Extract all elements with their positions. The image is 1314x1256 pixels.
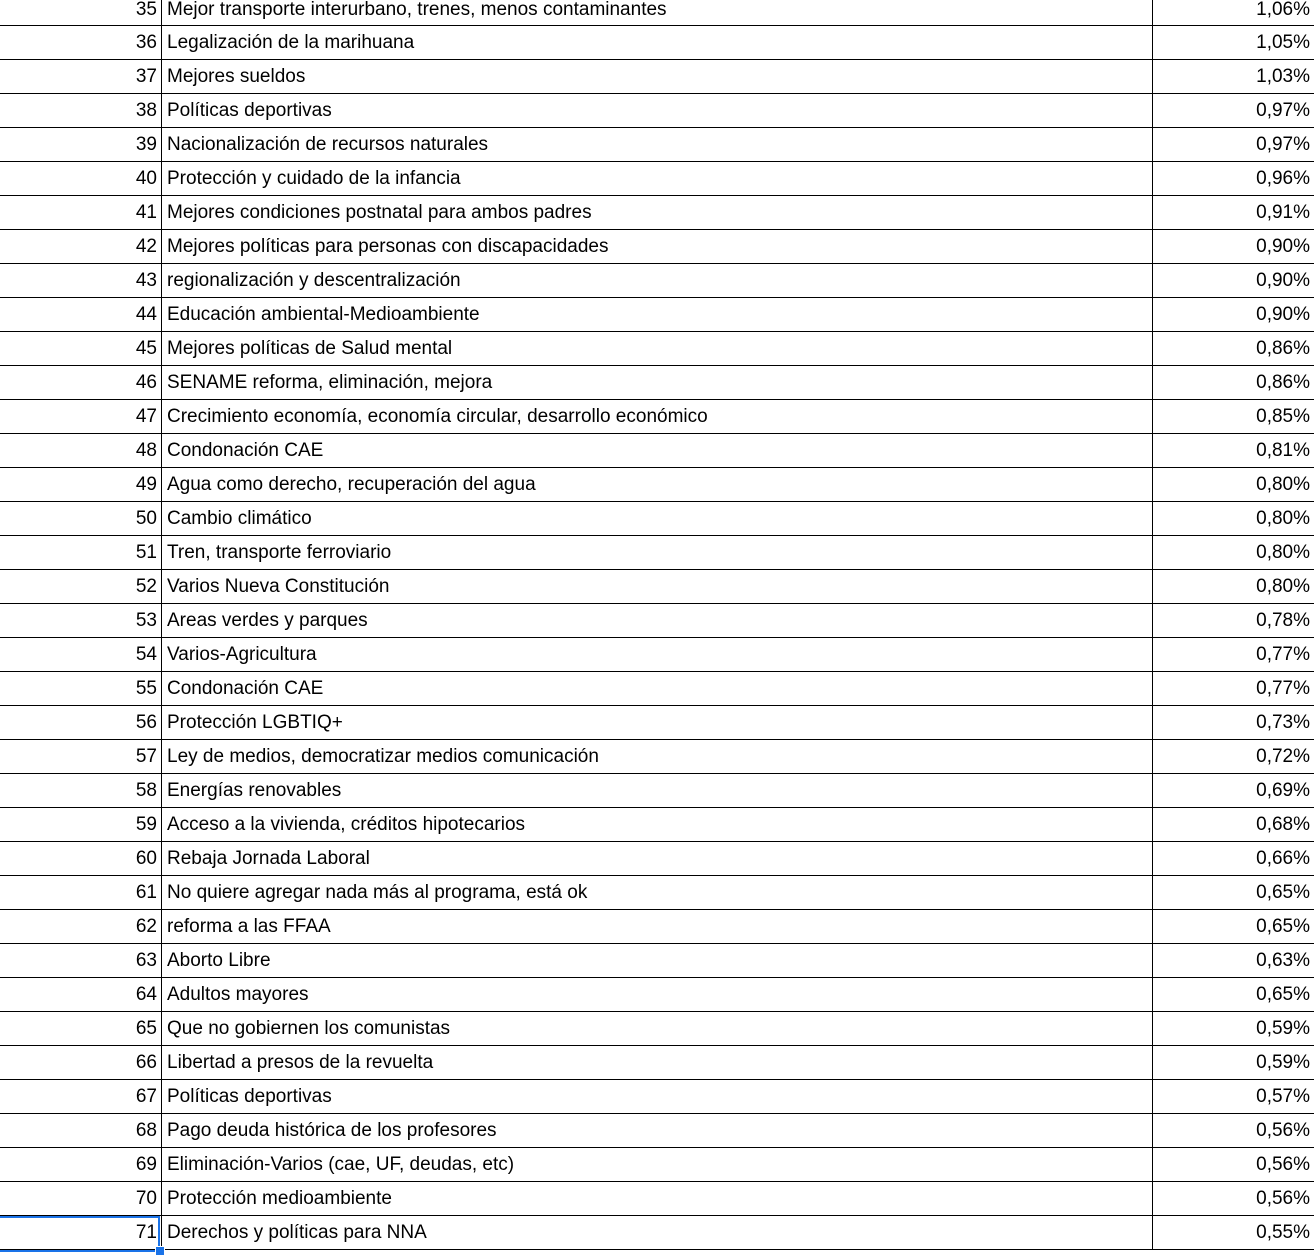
- rank-cell[interactable]: 59: [0, 808, 162, 842]
- topic-cell[interactable]: Mejor transporte interurbano, trenes, menos contaminantes: [162, 0, 1153, 26]
- topic-cell[interactable]: Educación ambiental-Medioambiente: [162, 298, 1153, 332]
- table-row: [0, 1182, 1314, 1216]
- table-row: [0, 978, 1314, 1012]
- percentage-cell[interactable]: 0,73%: [1153, 706, 1314, 740]
- percentage-cell[interactable]: 0,65%: [1153, 876, 1314, 910]
- table-row: [0, 638, 1314, 672]
- table-row: [0, 0, 1314, 26]
- percentage-cell[interactable]: 0,81%: [1153, 434, 1314, 468]
- rank-cell[interactable]: 57: [0, 740, 162, 774]
- topic-cell[interactable]: Mejores sueldos: [162, 60, 1153, 94]
- percentage-cell[interactable]: 0,85%: [1153, 400, 1314, 434]
- percentage-cell[interactable]: 0,77%: [1153, 638, 1314, 672]
- rank-cell[interactable]: 55: [0, 672, 162, 706]
- table-row: [0, 1216, 1314, 1250]
- table-row: [0, 332, 1314, 366]
- table-row: [0, 400, 1314, 434]
- rank-cell[interactable]: 64: [0, 978, 162, 1012]
- topic-cell[interactable]: Mejores políticas para personas con discapacidades: [162, 230, 1153, 264]
- rank-cell[interactable]: 45: [0, 332, 162, 366]
- rank-cell[interactable]: 46: [0, 366, 162, 400]
- table-row: [0, 1114, 1314, 1148]
- topic-cell[interactable]: No quiere agregar nada más al programa, está ok: [162, 876, 1153, 910]
- rank-cell[interactable]: 43: [0, 264, 162, 298]
- table-row: [0, 910, 1314, 944]
- topic-cell[interactable]: Derechos y políticas para NNA: [162, 1216, 1153, 1250]
- percentage-cell[interactable]: 0,65%: [1153, 978, 1314, 1012]
- percentage-cell[interactable]: 0,97%: [1153, 94, 1314, 128]
- topic-cell[interactable]: regionalización y descentralización: [162, 264, 1153, 298]
- table-row: [0, 468, 1314, 502]
- percentage-cell[interactable]: 0,55%: [1153, 1216, 1314, 1250]
- table-row: [0, 434, 1314, 468]
- topic-cell[interactable]: Que no gobiernen los comunistas: [162, 1012, 1153, 1046]
- topic-cell[interactable]: Protección medioambiente: [162, 1182, 1153, 1216]
- table-row: [0, 264, 1314, 298]
- percentage-cell[interactable]: 1,06%: [1153, 0, 1314, 26]
- topic-cell[interactable]: Agua como derecho, recuperación del agua: [162, 468, 1153, 502]
- percentage-cell[interactable]: 0,97%: [1153, 128, 1314, 162]
- rank-cell[interactable]: 50: [0, 502, 162, 536]
- rank-cell[interactable]: 68: [0, 1114, 162, 1148]
- percentage-cell[interactable]: 0,86%: [1153, 332, 1314, 366]
- table-row: [0, 774, 1314, 808]
- percentage-cell[interactable]: 0,80%: [1153, 502, 1314, 536]
- table-row: [0, 876, 1314, 910]
- topic-cell[interactable]: Varios-Agricultura: [162, 638, 1153, 672]
- percentage-cell[interactable]: 0,57%: [1153, 1080, 1314, 1114]
- rank-cell[interactable]: 61: [0, 876, 162, 910]
- percentage-cell[interactable]: 0,78%: [1153, 604, 1314, 638]
- rank-cell[interactable]: 47: [0, 400, 162, 434]
- table-row: [0, 604, 1314, 638]
- topic-cell[interactable]: Políticas deportivas: [162, 1080, 1153, 1114]
- topic-cell[interactable]: Nacionalización de recursos naturales: [162, 128, 1153, 162]
- topic-cell[interactable]: Acceso a la vivienda, créditos hipotecarios: [162, 808, 1153, 842]
- table-row: [0, 502, 1314, 536]
- rank-cell[interactable]: 70: [0, 1182, 162, 1216]
- rank-cell[interactable]: 49: [0, 468, 162, 502]
- rank-cell[interactable]: 36: [0, 26, 162, 60]
- topic-cell[interactable]: Protección y cuidado de la infancia: [162, 162, 1153, 196]
- rank-cell[interactable]: 40: [0, 162, 162, 196]
- rank-cell[interactable]: 62: [0, 910, 162, 944]
- table-row: [0, 672, 1314, 706]
- percentage-cell[interactable]: 0,90%: [1153, 298, 1314, 332]
- rank-cell[interactable]: 41: [0, 196, 162, 230]
- rank-cell[interactable]: 53: [0, 604, 162, 638]
- rank-cell[interactable]: 44: [0, 298, 162, 332]
- rank-cell[interactable]: 38: [0, 94, 162, 128]
- percentage-cell[interactable]: 0,80%: [1153, 536, 1314, 570]
- table-row: [0, 128, 1314, 162]
- topic-cell[interactable]: Mejores políticas de Salud mental: [162, 332, 1153, 366]
- percentage-cell[interactable]: 0,96%: [1153, 162, 1314, 196]
- topic-cell[interactable]: SENAME reforma, eliminación, mejora: [162, 366, 1153, 400]
- fill-handle[interactable]: [155, 1246, 165, 1256]
- table-row: [0, 26, 1314, 60]
- topic-cell[interactable]: Tren, transporte ferroviario: [162, 536, 1153, 570]
- table-row: [0, 94, 1314, 128]
- rank-cell[interactable]: 35: [0, 0, 162, 26]
- rank-cell[interactable]: 65: [0, 1012, 162, 1046]
- topic-cell[interactable]: Libertad a presos de la revuelta: [162, 1046, 1153, 1080]
- table-row: [0, 162, 1314, 196]
- table-row: [0, 60, 1314, 94]
- percentage-cell[interactable]: 0,68%: [1153, 808, 1314, 842]
- table-row: [0, 536, 1314, 570]
- rank-cell[interactable]: 39: [0, 128, 162, 162]
- table-row: [0, 706, 1314, 740]
- table-row: [0, 196, 1314, 230]
- topic-cell[interactable]: Adultos mayores: [162, 978, 1153, 1012]
- percentage-cell[interactable]: 0,90%: [1153, 264, 1314, 298]
- percentage-cell[interactable]: 0,65%: [1153, 910, 1314, 944]
- percentage-cell[interactable]: 0,56%: [1153, 1114, 1314, 1148]
- rank-cell[interactable]: 60: [0, 842, 162, 876]
- topic-cell[interactable]: Energías renovables: [162, 774, 1153, 808]
- topic-cell[interactable]: Condonación CAE: [162, 672, 1153, 706]
- rank-cell[interactable]: 56: [0, 706, 162, 740]
- percentage-cell[interactable]: 0,80%: [1153, 570, 1314, 604]
- rank-cell[interactable]: 63: [0, 944, 162, 978]
- topic-cell[interactable]: Areas verdes y parques: [162, 604, 1153, 638]
- table-row: [0, 1046, 1314, 1080]
- rank-cell[interactable]: 54: [0, 638, 162, 672]
- rank-cell[interactable]: 51: [0, 536, 162, 570]
- rank-cell[interactable]: 37: [0, 60, 162, 94]
- percentage-cell[interactable]: 0,56%: [1153, 1148, 1314, 1182]
- topic-cell[interactable]: Mejores condiciones postnatal para ambos padres: [162, 196, 1153, 230]
- table-row: [0, 842, 1314, 876]
- table-row: [0, 1148, 1314, 1182]
- topic-cell[interactable]: Varios Nueva Constitución: [162, 570, 1153, 604]
- rank-cell[interactable]: 69: [0, 1148, 162, 1182]
- table-row: [0, 740, 1314, 774]
- percentage-cell[interactable]: 0,72%: [1153, 740, 1314, 774]
- percentage-cell[interactable]: 1,05%: [1153, 26, 1314, 60]
- table-row: [0, 230, 1314, 264]
- table-row: [0, 944, 1314, 978]
- topic-cell[interactable]: Rebaja Jornada Laboral: [162, 842, 1153, 876]
- rank-cell[interactable]: 67: [0, 1080, 162, 1114]
- topic-cell[interactable]: Protección LGBTIQ+: [162, 706, 1153, 740]
- topic-cell[interactable]: Legalización de la marihuana: [162, 26, 1153, 60]
- rank-cell[interactable]: 42: [0, 230, 162, 264]
- percentage-cell[interactable]: 0,56%: [1153, 1182, 1314, 1216]
- table-row: [0, 570, 1314, 604]
- table-row: [0, 1080, 1314, 1114]
- topic-cell[interactable]: Crecimiento economía, economía circular, desarrollo económico: [162, 400, 1153, 434]
- percentage-cell[interactable]: 0,69%: [1153, 774, 1314, 808]
- topic-cell[interactable]: Cambio climático: [162, 502, 1153, 536]
- rank-cell[interactable]: 71: [0, 1216, 162, 1250]
- percentage-cell[interactable]: 0,77%: [1153, 672, 1314, 706]
- percentage-cell[interactable]: 0,86%: [1153, 366, 1314, 400]
- rank-cell[interactable]: 58: [0, 774, 162, 808]
- table-row: [0, 1012, 1314, 1046]
- percentage-cell[interactable]: 0,91%: [1153, 196, 1314, 230]
- topic-cell[interactable]: Políticas deportivas: [162, 94, 1153, 128]
- percentage-cell[interactable]: 1,03%: [1153, 60, 1314, 94]
- percentage-cell[interactable]: 0,90%: [1153, 230, 1314, 264]
- percentage-cell[interactable]: 0,59%: [1153, 1046, 1314, 1080]
- topic-cell[interactable]: Ley de medios, democratizar medios comunicación: [162, 740, 1153, 774]
- topic-cell[interactable]: Eliminación-Varios (cae, UF, deudas, etc): [162, 1148, 1153, 1182]
- percentage-cell[interactable]: 0,59%: [1153, 1012, 1314, 1046]
- percentage-cell[interactable]: 0,63%: [1153, 944, 1314, 978]
- rank-cell[interactable]: 52: [0, 570, 162, 604]
- topic-cell[interactable]: reforma a las FFAA: [162, 910, 1153, 944]
- rank-cell[interactable]: 66: [0, 1046, 162, 1080]
- topic-cell[interactable]: Pago deuda histórica de los profesores: [162, 1114, 1153, 1148]
- table-row: [0, 808, 1314, 842]
- table-row: [0, 298, 1314, 332]
- topic-cell[interactable]: Condonación CAE: [162, 434, 1153, 468]
- percentage-cell[interactable]: 0,66%: [1153, 842, 1314, 876]
- percentage-cell[interactable]: 0,80%: [1153, 468, 1314, 502]
- rank-cell[interactable]: 48: [0, 434, 162, 468]
- topic-cell[interactable]: Aborto Libre: [162, 944, 1153, 978]
- table-row: [0, 366, 1314, 400]
